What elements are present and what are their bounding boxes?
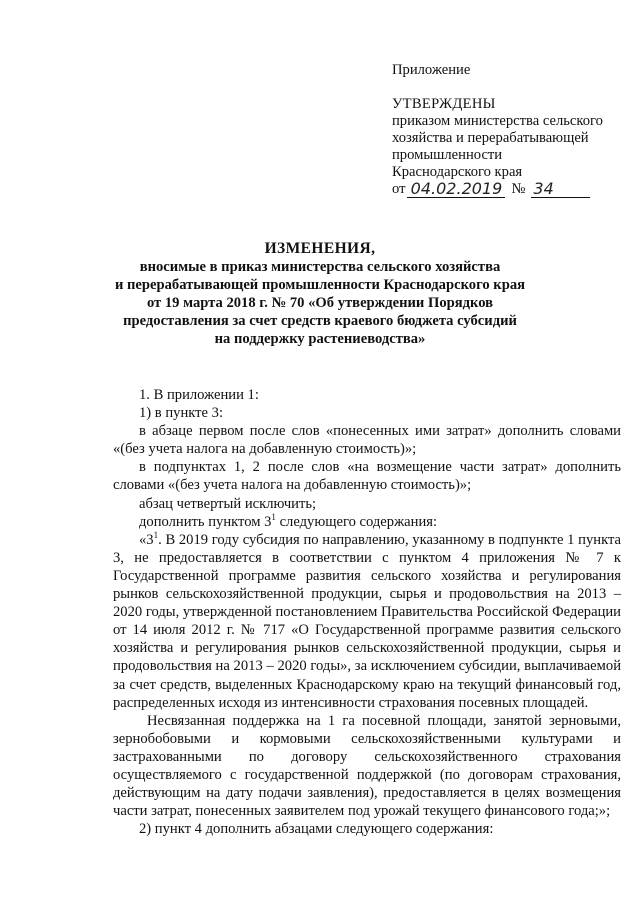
paragraph-1: 1. В приложении 1: xyxy=(139,387,259,403)
order-line-1: приказом министерства сельского xyxy=(392,113,603,129)
approved-label: УТВЕРЖДЕНЫ xyxy=(392,96,496,112)
appendix-label: Приложение xyxy=(392,62,471,78)
paragraph-6-superscript: 1 xyxy=(271,511,276,522)
title-line-1: вносимые в приказ министерства сельского хозяйства xyxy=(139,259,501,275)
document-body xyxy=(113,386,621,838)
paragraph-6-text-b: следующего содержания: xyxy=(275,513,438,530)
paragraph-7 xyxy=(113,531,621,712)
date-prefix: от xyxy=(392,181,406,197)
title-line-2: и перерабатывающей промышленности Краснодарского края xyxy=(114,277,526,293)
paragraph-9: 2) пункт 4 дополнить абзацами следующего содержания: xyxy=(139,821,494,838)
paragraph-6-text-a: дополнить пунктом 3 xyxy=(139,513,272,530)
order-line-4: Краснодарского края xyxy=(392,164,523,180)
paragraph-5: абзац четвертый исключить; xyxy=(139,495,317,512)
title-line-4: предоставления за счет средств краевого бюджета субсидий xyxy=(123,313,517,329)
paragraph-8: Несвязанная поддержка на 1 га посевной площади, занятой зерновыми, зернобобовыми и кормовыми сельскохозяйственными культурами и застрахованными по договору сельскохозяйственного страхования осуществляемого с государственной поддержкой (по договорам страхования, действующим на дату подачи заявления), предоставляется в целях возмещения части затрат, понесенных заявителем под урожай текущего финансового года;»; xyxy=(113,712,621,820)
paragraph-7-text-a: «3 xyxy=(139,531,154,548)
title-heading: ИЗМЕНЕНИЯ, xyxy=(264,240,376,257)
order-line-3: промышленности xyxy=(392,147,503,163)
order-date-number xyxy=(392,181,622,198)
title-line-3: от 19 марта 2018 г. № 70 «Об утверждении Порядков xyxy=(146,295,494,311)
number-prefix: № xyxy=(511,181,526,197)
paragraph-6 xyxy=(113,513,621,531)
document-title xyxy=(0,240,640,348)
handwritten-number: 34 xyxy=(531,181,590,198)
paragraph-7-text-b: . В 2019 году субсидия по направлению, указанному в подпункте 1 пункта 3, не предоставляется в соответствии с пунктом 4 приложения № 7 к Государственной программе развития сельского хозяйства и регулирования рынков сельскохозяйственной продукции, сырья и продовольствия на 2013 – 2020 годы, утвержденной постановлением Правительства Российской Федерации от 14 июля 2012 г. № 717 «О Государственной программе развития сельского хозяйства и регулирования рынков сельскохозяйственной продукции, сырья и продовольствия на 2013 – 2020 годы», за исключением субсидии, выплачиваемой за счет средств, выделенных Краснодарскому краю на текущий финансовый год, распределенных исходя из интенсивности страхования посевных площадей. xyxy=(113,531,621,711)
order-line-2: хозяйства и перерабатывающей xyxy=(392,130,589,146)
approval-block xyxy=(392,62,622,198)
handwritten-date: 04.02.2019 xyxy=(407,181,505,198)
title-line-5: на поддержку растениеводства» xyxy=(214,331,426,347)
paragraph-3: в абзаце первом после слов «понесенных ими затрат» дополнить словами «(без учета налога на добавленную стоимость)»; xyxy=(113,423,621,458)
paragraph-4: в подпунктах 1, 2 после слов «на возмещение части затрат» дополнить словами «(без учета налога на добавленную стоимость)»; xyxy=(113,459,621,494)
paragraph-2: 1) в пункте 3: xyxy=(139,405,224,422)
paragraph-7-superscript: 1 xyxy=(153,529,159,540)
